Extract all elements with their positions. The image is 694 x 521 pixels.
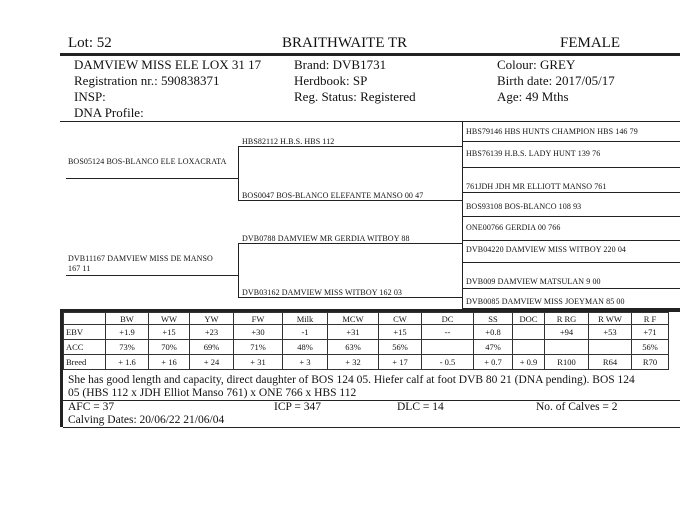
- breed-cell: + 0.9: [513, 355, 545, 370]
- brand: Brand: DVB1731: [294, 57, 387, 72]
- header-rule: [60, 53, 680, 56]
- breed-cell: R70: [632, 355, 669, 370]
- colour: Colour: GREY: [497, 57, 576, 72]
- acc-cell: 71%: [234, 340, 283, 355]
- remarks-line-1: She has good length and capacity, direct daughter of BOS 124 05. Hiefer calf at foot DVB 80 21 (DNA pending). BOS 124: [68, 374, 635, 386]
- dna-profile: DNA Profile:: [74, 105, 144, 120]
- acc-cell: [589, 340, 632, 355]
- dam-name: DVB11167 DAMVIEW MISS DE MANSO 167 11: [68, 254, 213, 273]
- breed-cell: + 17: [379, 355, 422, 370]
- ebv-header: [64, 313, 106, 325]
- ebv-header: DOC: [513, 313, 545, 325]
- ebv-header: Milk: [283, 313, 328, 325]
- remarks-line-2: 05 (HBS 112 x JDH Elliot Manso 761) x ONE 766 x HBS 112: [68, 387, 357, 399]
- breed-row: [64, 355, 669, 370]
- breed-cell: + 31: [234, 355, 283, 370]
- acc-cell: [545, 340, 589, 355]
- acc-cell: 63%: [328, 340, 379, 355]
- breed-cell: + 16: [149, 355, 190, 370]
- breed-cell: + 3: [283, 355, 328, 370]
- sire-name: BOS05124 BOS-BLANCO ELE LOXACRATA: [68, 157, 227, 166]
- ebv-row: [64, 325, 669, 340]
- icp-stat: ICP = 347: [274, 401, 321, 413]
- breed-cell: + 24: [190, 355, 234, 370]
- acc-cell: [513, 340, 545, 355]
- bottom-rule: [63, 427, 680, 428]
- birth-date: Birth date: 2017/05/17: [497, 73, 615, 88]
- breed-cell: R64: [589, 355, 632, 370]
- ebv-cell: -1: [283, 325, 328, 340]
- acc-cell: 56%: [379, 340, 422, 355]
- ebv-cell: --: [422, 325, 474, 340]
- ebv-cell: +1.9: [106, 325, 149, 340]
- herdbook: Herdbook: SP: [294, 73, 368, 88]
- ebv-cell: +15: [149, 325, 190, 340]
- ebv-header-row: [64, 313, 669, 325]
- sire-dam: BOS0047 BOS-BLANCO ELEFANTE MANSO 00 47: [242, 191, 424, 200]
- dss-name: ONE00766 GERDIA 00 766: [466, 223, 561, 232]
- animal-name: DAMVIEW MISS ELE LOX 31 17: [74, 57, 262, 72]
- ebv-header: FW: [234, 313, 283, 325]
- breed-row-label: Breed: [64, 355, 106, 370]
- sss-name: HBS79146 HBS HUNTS CHAMPION HBS 146 79: [466, 127, 638, 136]
- breed-cell: - 0.5: [422, 355, 474, 370]
- acc-cell: 56%: [632, 340, 669, 355]
- registration-number: Registration nr.: 590838371: [74, 73, 220, 88]
- reg-status: Reg. Status: Registered: [294, 89, 416, 104]
- age: Age: 49 Mths: [497, 89, 569, 104]
- ebv-header: R WW: [589, 313, 632, 325]
- ebv-cell: +15: [379, 325, 422, 340]
- ebv-table: [63, 312, 669, 370]
- ebv-header: SS: [474, 313, 513, 325]
- breed-cell: R100: [545, 355, 589, 370]
- ebv-header: R F: [632, 313, 669, 325]
- acc-cell: 47%: [474, 340, 513, 355]
- acc-cell: 70%: [149, 340, 190, 355]
- sdd-name: BOS93108 BOS-BLANCO 108 93: [466, 202, 582, 211]
- acc-cell: 69%: [190, 340, 234, 355]
- ebv-header: CW: [379, 313, 422, 325]
- acc-cell: [422, 340, 474, 355]
- acc-row: [64, 340, 669, 355]
- ebv-cell: +94: [545, 325, 589, 340]
- lot-number: Lot: 52: [68, 35, 112, 51]
- ebv-cell: [513, 325, 545, 340]
- ebv-header: WW: [149, 313, 190, 325]
- ssd-name: HBS76139 H.B.S. LADY HUNT 139 76: [466, 149, 601, 158]
- calves-stat: No. of Calves = 2: [536, 401, 618, 413]
- afc-stat: AFC = 37: [68, 401, 115, 413]
- ebv-cell: +31: [328, 325, 379, 340]
- sds-name: 761JDH JDH MR ELLIOTT MANSO 761: [466, 182, 607, 191]
- ebv-cell: +30: [234, 325, 283, 340]
- dlc-stat: DLC = 14: [397, 401, 444, 413]
- animal-sex: FEMALE: [560, 35, 620, 51]
- breed-cell: + 1.6: [106, 355, 149, 370]
- dam-dam: DVB03162 DAMVIEW MISS WITBOY 162 03: [242, 288, 403, 297]
- ebv-header: DC: [422, 313, 474, 325]
- dsd-name: DVB04220 DAMVIEW MISS WITBOY 220 04: [466, 245, 627, 254]
- acc-cell: 48%: [283, 340, 328, 355]
- ddd-name: DVB0085 DAMVIEW MISS JOEYMAN 85 00: [466, 297, 625, 306]
- ebv-cell: +23: [190, 325, 234, 340]
- breed-cell: + 32: [328, 355, 379, 370]
- calving-dates: Calving Dates: 20/06/22 21/06/04: [68, 414, 225, 426]
- ebv-header: BW: [106, 313, 149, 325]
- sire-sire: HBS82112 H.B.S. HBS 112: [242, 137, 335, 146]
- acc-cell: 73%: [106, 340, 149, 355]
- dds-name: DVB009 DAMVIEW MATSULAN 9 00: [466, 277, 601, 286]
- breeder-name: BRAITHWAITE TR: [282, 35, 408, 51]
- info-rule: [60, 121, 680, 122]
- ebv-header: MCW: [328, 313, 379, 325]
- ebv-cell: +0.8: [474, 325, 513, 340]
- ebv-row-label: EBV: [64, 325, 106, 340]
- dam-sire: DVB0788 DAMVIEW MR GERDIA WITBOY 88: [242, 234, 410, 243]
- ebv-cell: +71: [632, 325, 669, 340]
- acc-row-label: ACC: [64, 340, 106, 355]
- insp: INSP:: [74, 89, 106, 104]
- ebv-header: R RG: [545, 313, 589, 325]
- breed-cell: + 0.7: [474, 355, 513, 370]
- ebv-header: YW: [190, 313, 234, 325]
- ebv-cell: +53: [589, 325, 632, 340]
